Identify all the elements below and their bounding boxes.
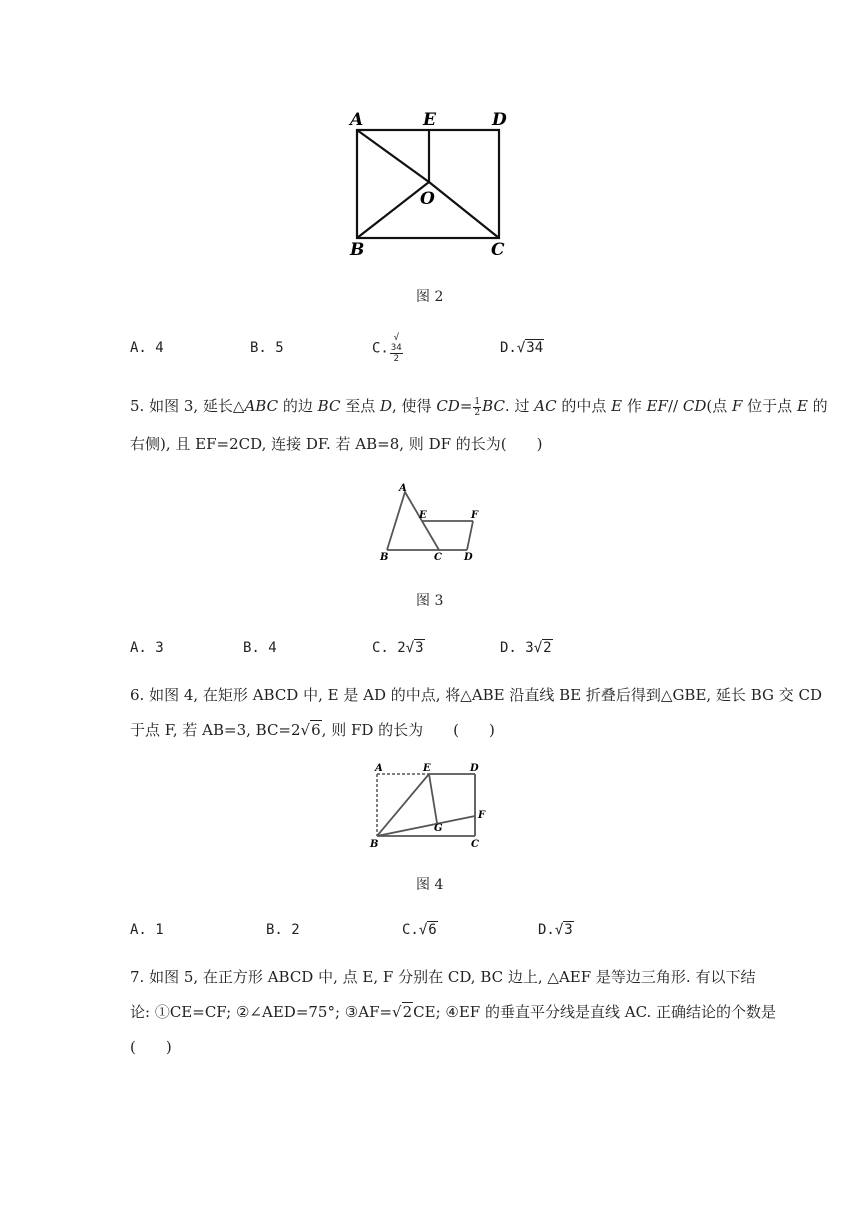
q5-option-b: B. 4 bbox=[243, 640, 277, 656]
q5-line-1: 5. 如图 3, 延长△ABC 的边 BC 至点 D, 使得 CD= $\frac{1}{2}$ BC. 过 AC 的中点 E 作 EF// CD(点 F 位于点 E 的 bbox=[130, 396, 828, 418]
figure-2 bbox=[340, 105, 520, 260]
fig2-label-c: C bbox=[491, 240, 505, 260]
q4-option-c-fraction: √ 34 2 bbox=[390, 333, 402, 364]
svg-text:F: F bbox=[471, 510, 479, 521]
svg-text:B: B bbox=[370, 839, 379, 850]
q6-line-2: 于点 F, 若 AB=3, BC=2√6, 则 FD 的长为 ( ) bbox=[130, 721, 495, 739]
q5-option-a: A. 3 bbox=[130, 640, 164, 656]
q7-line-1: 7. 如图 5, 在正方形 ABCD 中, 点 E, F 分别在 CD, BC 边上, △AEF 是等边三角形. 有以下结 bbox=[130, 968, 756, 986]
q6-option-c: C.√6 bbox=[402, 922, 437, 938]
q4-option-a: A. 4 bbox=[130, 340, 164, 356]
q7-line-3: ( ) bbox=[130, 1038, 172, 1056]
q6-option-a: A. 1 bbox=[130, 922, 164, 938]
svg-text:D: D bbox=[464, 552, 473, 563]
svg-text:G: G bbox=[434, 823, 443, 834]
svg-text:E: E bbox=[423, 763, 431, 774]
svg-text:D: D bbox=[470, 763, 479, 774]
fig2-label-b: B bbox=[350, 240, 365, 260]
svg-text:C: C bbox=[434, 552, 442, 563]
q6-line-1: 6. 如图 4, 在矩形 ABCD 中, E 是 AD 的中点, 将△ABE 沿直线 BE 折叠后得到△GBE, 延长 BG 交 CD bbox=[130, 686, 823, 704]
svg-text:A: A bbox=[375, 763, 383, 774]
fig2-label-o: O bbox=[420, 189, 435, 209]
q4-option-c bbox=[372, 333, 404, 364]
q4-option-b: B. 5 bbox=[250, 340, 284, 356]
fig4-caption: 图 4 bbox=[416, 877, 444, 893]
fig3-caption: 图 3 bbox=[416, 593, 444, 609]
q6-option-b: B. 2 bbox=[266, 922, 300, 938]
svg-text:A: A bbox=[399, 483, 407, 494]
q5-line-2: 右侧), 且 EF=2CD, 连接 DF. 若 AB=8, 则 DF 的长为( ) bbox=[130, 435, 543, 453]
q7-line-2: 论: ①CE=CF; ②∠AED=75°; ③AF=√2CE; ④EF 的垂直平分线是直线 AC. 正确结论的个数是 bbox=[130, 1003, 777, 1021]
svg-text:C: C bbox=[471, 839, 479, 850]
fig2-label-d: D bbox=[492, 110, 507, 130]
svg-text:E: E bbox=[419, 510, 427, 521]
q5-option-c: C. 2√3 bbox=[372, 640, 424, 656]
fig2-caption: 图 2 bbox=[416, 289, 444, 305]
fig2-label-a: A bbox=[350, 110, 364, 130]
figure-4 bbox=[365, 758, 495, 853]
q6-option-d: D.√3 bbox=[538, 922, 573, 938]
svg-text:F: F bbox=[478, 810, 486, 821]
q4-option-c-prefix: C. bbox=[372, 340, 389, 357]
q5-option-d: D. 3√2 bbox=[500, 640, 552, 656]
q5-fraction: $\frac{1}{2}$ bbox=[474, 396, 481, 418]
q4-option-d: D.√34 bbox=[500, 340, 544, 356]
fig2-label-e: E bbox=[423, 110, 436, 130]
svg-text:B: B bbox=[380, 552, 389, 563]
figure-3 bbox=[375, 480, 490, 565]
